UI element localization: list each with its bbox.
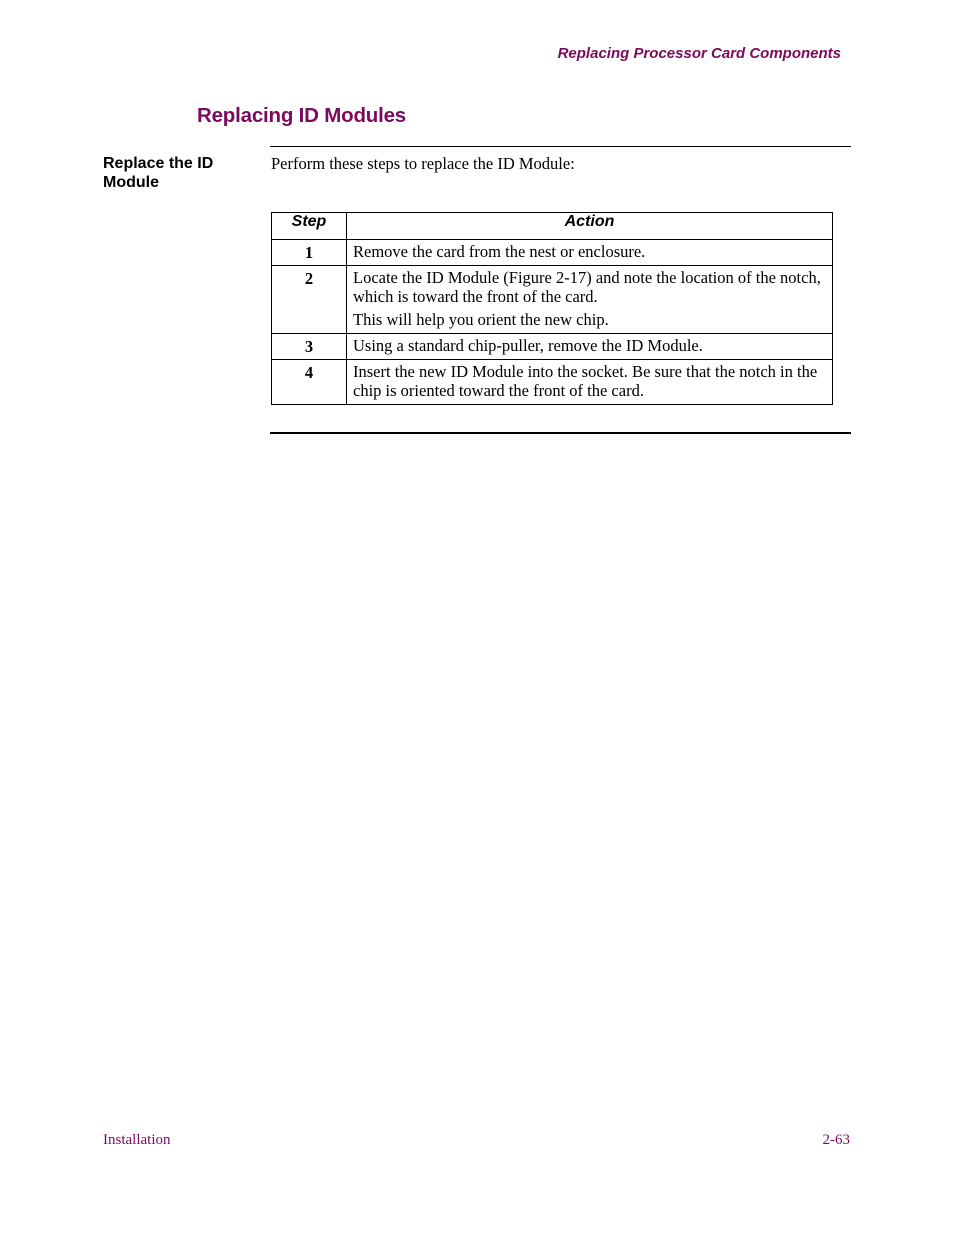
- step-action: [347, 240, 833, 266]
- step-column-header: Step: [272, 213, 347, 240]
- side-heading: Replace the ID Module: [103, 155, 214, 191]
- step-action: [347, 266, 833, 334]
- table-header-row: [272, 213, 833, 240]
- section-title: Replacing ID Modules: [197, 104, 406, 127]
- bottom-rule: [270, 432, 851, 434]
- table-row: [272, 334, 833, 360]
- step-number: 4: [272, 360, 347, 405]
- table-row: [272, 360, 833, 405]
- step-number: 2: [272, 266, 347, 334]
- intro-text: Perform these steps to replace the ID Module:: [271, 154, 575, 173]
- action-paragraph: Locate the ID Module (Figure 2-17) and note the location of the notch, which is toward the front of the card.: [353, 268, 821, 306]
- top-rule: [270, 146, 851, 147]
- step-action: [347, 334, 833, 360]
- action-paragraph: This will help you orient the new chip.: [353, 310, 609, 329]
- action-paragraph: Insert the new ID Module into the socket. Be sure that the notch in the chip is oriented toward the front of the card.: [353, 362, 818, 400]
- running-header: Replacing Processor Card Components: [557, 45, 841, 62]
- step-action: [347, 360, 833, 405]
- action-column-header: Action: [347, 213, 833, 240]
- footer-chapter: Installation: [103, 1132, 171, 1148]
- action-paragraph: Remove the card from the nest or enclosure.: [353, 242, 646, 261]
- steps-table: [271, 212, 833, 405]
- table-row: [272, 266, 833, 334]
- action-paragraph: Using a standard chip-puller, remove the ID Module.: [353, 336, 703, 355]
- table-row: [272, 240, 833, 266]
- step-number: 3: [272, 334, 347, 360]
- step-number: 1: [272, 240, 347, 266]
- footer-page-number: 2-63: [822, 1132, 850, 1148]
